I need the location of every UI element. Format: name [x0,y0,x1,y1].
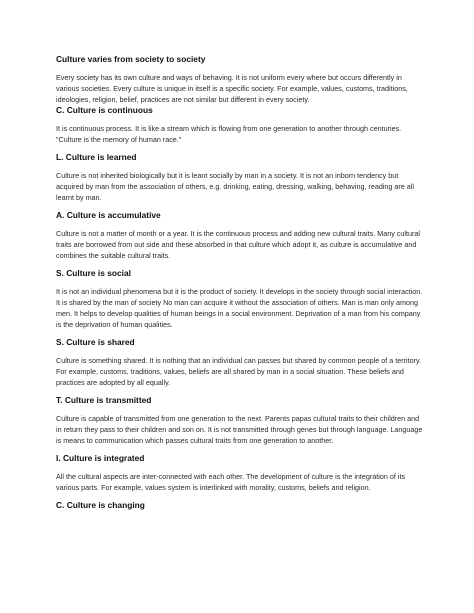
section-body-transmitted: Culture is capable of transmitted from one generation to the next. Parents papas cultural traits to their children and in return they pass to their children and son on. It is not transmitted through genes but through language. Language is means to communication which passes cultural traits from one generation to another. [56,414,423,445]
section-heading-transmitted: T. Culture is transmitted [56,395,152,405]
section-heading-varies: Culture varies from society to society [56,54,206,64]
section-heading-shared: S. Culture is shared [56,337,135,347]
section-heading-changing: C. Culture is changing [56,500,145,510]
section-body-shared: Culture is something shared. It is nothing that an individual can passes but shared by common people of a territory. For example, customs, traditions, values, beliefs are all shared by man in a social situation. These beliefs and practices are adopted by all equally. [56,356,422,387]
document-body [56,54,424,511]
section-body-social: It is not an individual phenomena but it is the product of society. It develops in the society through social interaction. It is shared by the man of society No man can acquire it without the association of others. Man is man only among men. It helps to develop qualities of human beings in a social environment. Deprivation of a man from his company is the deprivation of human qualities. [56,287,423,329]
section-body-accumulative: Culture is not a matter of month or a year. It is the continuous process and adding new cultural traits. Many cultural traits are borrowed from out side and these absorbed in that culture which adopt it, as culture is accumulative and combines the suitable cultural traits. [56,229,420,260]
section-heading-integrated: I. Culture is integrated [56,453,145,463]
section-heading-continuous: C. Culture is continuous [56,105,153,115]
section-body-varies: Every society has its own culture and ways of behaving. It is not uniform every where but occurs differently in various societies. Every culture is unique in itself is a specific society. For example, values, customs, traditions, ideologies, religion, belief, practices are not similar but different in every society. [56,73,408,104]
section-heading-accumulative: A. Culture is accumulative [56,210,161,220]
section-body-continuous: It is continuous process. It is like a stream which is flowing from one generation to another through centuries. "Culture is the memory of human race." [56,124,402,144]
section-heading-learned: L. Culture is learned [56,152,137,162]
section-heading-social: S. Culture is social [56,268,131,278]
section-body-integrated: All the cultural aspects are inter-connected with each other. The development of culture is the integration of its various parts. For example, values system is interlinked with morality, customs, beliefs and religion. [56,472,406,492]
section-body-learned: Culture is not inherited biologically but it is leant socially by man in a society. It is not an inborn tendency but acquired by man from the association of others, e.g. drinking, eating, dressing, walking, behaving, reading are all learnt by man. [56,171,414,202]
